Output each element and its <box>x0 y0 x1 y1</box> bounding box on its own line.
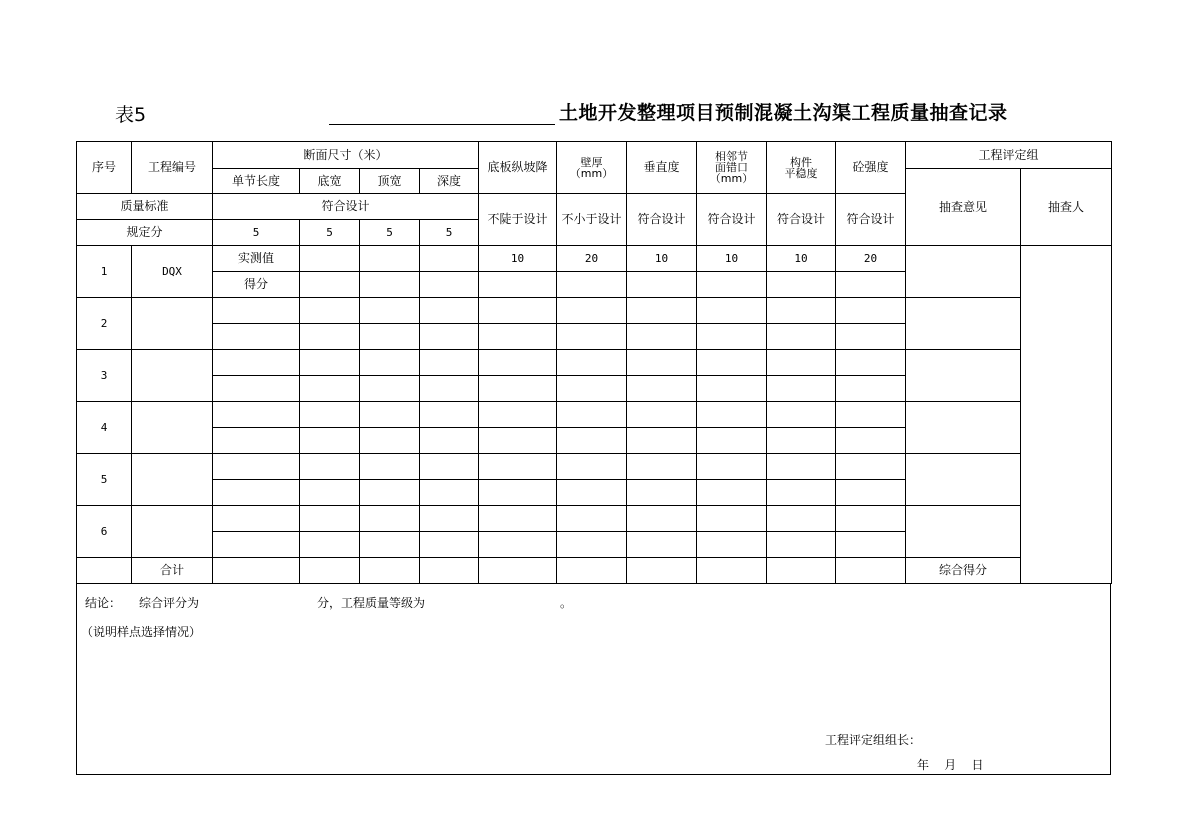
entry-measured-cell <box>419 297 479 324</box>
header-wall-thickness-text: 壁厚 （mm） <box>569 155 614 180</box>
header-seq-text: 序号 <box>91 160 116 174</box>
header-concrete-strength-text: 砼强度 <box>852 160 889 174</box>
entry-measured-cell <box>835 349 906 376</box>
table-number: 表5 <box>115 104 147 126</box>
entry-seq-text: 5 <box>100 473 108 486</box>
entry-measured-cell <box>626 505 697 532</box>
entry-score-cell <box>696 323 767 350</box>
entry-measured-cell <box>766 349 836 376</box>
sampling-note: （说明样点选择情况） <box>81 625 202 639</box>
entry-score-cell <box>766 323 836 350</box>
entry-score-cell <box>626 479 697 506</box>
entry-measured-cell-text: 10 <box>724 252 739 265</box>
header-wall-thickness <box>556 141 627 194</box>
title-blank-line <box>329 124 555 125</box>
entry-score-cell <box>478 427 557 454</box>
grade-text: 分，工程质量等级为 <box>317 596 426 610</box>
entry-score-label-text: 得分 <box>243 277 268 291</box>
entry-measured-label <box>212 401 300 428</box>
entry-score-label <box>212 271 300 298</box>
entry-measured-label <box>212 245 300 272</box>
entry-measured-cell <box>766 245 836 272</box>
entry-measured-cell <box>478 349 557 376</box>
entry-seq-text: 2 <box>100 317 108 330</box>
entry-score-cell <box>359 271 420 298</box>
entry-seq <box>76 245 132 298</box>
entry-score-cell <box>766 479 836 506</box>
entry-measured-cell <box>299 505 360 532</box>
entry-measured-cell <box>766 297 836 324</box>
entry-measured-label-text: 实测值 <box>237 251 274 265</box>
entry-project-code <box>131 505 213 558</box>
entry-score-cell <box>626 323 697 350</box>
total-cell <box>299 557 360 584</box>
entry-measured-cell <box>556 401 627 428</box>
entry-measured-cell <box>696 505 767 532</box>
entry-score-cell <box>299 531 360 558</box>
entry-score-cell <box>556 375 627 402</box>
entry-score-cell <box>626 427 697 454</box>
entry-measured-label <box>212 349 300 376</box>
entry-measured-cell <box>556 453 627 480</box>
entry-score-cell <box>419 323 479 350</box>
entry-score-cell <box>478 271 557 298</box>
header-project-code <box>131 141 213 194</box>
header-stability <box>766 141 836 194</box>
standard-verticality <box>626 193 697 246</box>
entry-score-cell <box>766 427 836 454</box>
entry-score-cell <box>299 479 360 506</box>
entry-measured-label <box>212 297 300 324</box>
entry-score-cell <box>696 427 767 454</box>
total-cell <box>359 557 420 584</box>
score-text: 综合评分为 <box>139 596 200 610</box>
entry-measured-cell <box>835 245 906 272</box>
standard-stability-text: 符合设计 <box>776 212 825 226</box>
entry-score-cell <box>556 479 627 506</box>
entry-measured-cell <box>419 245 479 272</box>
entry-project-code-text: DQX <box>162 265 182 278</box>
header-bottom-width-text: 底宽 <box>317 173 342 188</box>
entry-score-cell <box>419 479 479 506</box>
entry-score-cell <box>766 375 836 402</box>
entry-score-cell <box>766 531 836 558</box>
entry-opinion-cell <box>905 453 1021 506</box>
entry-measured-cell <box>835 401 906 428</box>
entry-seq-text: 6 <box>100 525 108 538</box>
total-cell <box>835 557 906 584</box>
total-cell <box>626 557 697 584</box>
entry-seq <box>76 297 132 350</box>
header-inspector <box>1020 168 1112 246</box>
entry-measured-cell <box>419 401 479 428</box>
entry-measured-label <box>212 453 300 480</box>
header-opinion-text: 抽查意见 <box>938 199 987 214</box>
entry-measured-cell <box>359 245 420 272</box>
total-cell <box>478 557 557 584</box>
entry-measured-cell <box>626 245 697 272</box>
entry-measured-cell <box>626 453 697 480</box>
header-verticality-text: 垂直度 <box>643 160 680 174</box>
entry-score-cell <box>299 375 360 402</box>
entry-score-cell <box>359 427 420 454</box>
entry-measured-cell <box>299 453 360 480</box>
entry-score-cell <box>696 479 767 506</box>
entry-seq <box>76 401 132 454</box>
entry-score-cell <box>299 427 360 454</box>
entry-seq <box>76 349 132 402</box>
header-opinion <box>905 168 1021 246</box>
entry-measured-cell <box>419 453 479 480</box>
entry-measured-cell <box>299 401 360 428</box>
header-joint-offset-text: 相邻节 面错口 （mm） <box>709 150 754 185</box>
entry-measured-cell <box>626 401 697 428</box>
standard-label-text: 质量标准 <box>120 199 169 213</box>
entry-measured-cell <box>556 349 627 376</box>
entry-score-cell <box>696 271 767 298</box>
entry-measured-cell <box>478 505 557 532</box>
entry-measured-cell <box>359 349 420 376</box>
points-top-width <box>359 219 420 246</box>
entry-measured-cell <box>766 453 836 480</box>
standard-bottom-slope-text: 不陡于设计 <box>487 212 548 226</box>
entry-score-label <box>212 427 300 454</box>
entry-project-code <box>131 349 213 402</box>
entry-measured-cell <box>478 297 557 324</box>
standard-concrete-strength <box>835 193 906 246</box>
entry-score-cell <box>626 375 697 402</box>
entry-measured-cell-text: 20 <box>584 252 599 265</box>
entry-measured-cell <box>299 349 360 376</box>
period-mark: 。 <box>560 596 573 610</box>
entry-measured-cell <box>696 349 767 376</box>
entry-measured-cell <box>556 245 627 272</box>
total-label-text: 合计 <box>159 563 184 577</box>
overall-score-label <box>905 557 1021 584</box>
conclusion-label: 结论： <box>85 596 122 610</box>
entry-score-cell <box>696 531 767 558</box>
header-project-code-text: 工程编号 <box>147 160 196 174</box>
entry-seq-text: 4 <box>100 421 108 434</box>
header-bottom-width <box>299 168 360 194</box>
points-top-width-text: 5 <box>386 226 393 239</box>
header-stability-text: 构件 平稳度 <box>784 155 818 180</box>
entry-score-cell <box>766 271 836 298</box>
entry-score-cell <box>299 271 360 298</box>
header-top-width-text: 顶宽 <box>377 173 402 188</box>
header-bottom-slope-text: 底板纵坡降 <box>487 160 548 174</box>
entry-score-cell <box>359 479 420 506</box>
entry-project-code <box>131 245 213 298</box>
entry-score-cell <box>835 531 906 558</box>
entry-measured-cell <box>766 401 836 428</box>
entry-score-cell <box>556 271 627 298</box>
entry-score-cell <box>419 427 479 454</box>
entry-score-cell <box>419 271 479 298</box>
header-concrete-strength <box>835 141 906 194</box>
entry-measured-cell-text: 10 <box>654 252 669 265</box>
standard-wall-thickness-text: 不小于设计 <box>561 212 622 226</box>
points-depth-text: 5 <box>445 226 453 239</box>
entry-measured-cell-text: 20 <box>863 252 878 265</box>
points-label-text: 规定分 <box>126 225 163 239</box>
entry-project-code <box>131 401 213 454</box>
entry-measured-cell <box>359 297 420 324</box>
entry-score-cell <box>359 323 420 350</box>
entry-opinion-cell <box>905 401 1021 454</box>
entry-score-label <box>212 531 300 558</box>
header-bottom-slope <box>478 141 557 194</box>
entry-measured-cell <box>556 505 627 532</box>
standard-concrete-strength-text: 符合设计 <box>846 212 895 226</box>
standard-joint-offset <box>696 193 767 246</box>
total-cell <box>556 557 627 584</box>
entry-score-cell <box>835 427 906 454</box>
entry-measured-cell <box>359 401 420 428</box>
entry-score-cell <box>556 323 627 350</box>
entry-project-code <box>131 453 213 506</box>
total-cell <box>766 557 836 584</box>
entry-opinion-cell <box>905 349 1021 402</box>
entry-project-code <box>131 297 213 350</box>
header-inspector-text: 抽查人 <box>1047 199 1084 214</box>
entry-measured-cell <box>696 453 767 480</box>
entry-measured-cell <box>299 245 360 272</box>
entry-seq <box>76 453 132 506</box>
header-joint-offset <box>696 141 767 194</box>
total-cell <box>696 557 767 584</box>
total-cell <box>212 557 300 584</box>
header-section-size <box>212 141 479 169</box>
entry-measured-cell <box>359 453 420 480</box>
entry-seq-text: 3 <box>100 369 108 382</box>
entry-score-label <box>212 323 300 350</box>
entry-score-cell <box>835 375 906 402</box>
entry-score-cell <box>299 323 360 350</box>
entry-score-cell <box>835 479 906 506</box>
entry-score-cell <box>478 375 557 402</box>
header-section-size-text: 断面尺寸（米） <box>303 147 388 162</box>
entry-measured-cell <box>696 297 767 324</box>
entry-measured-cell <box>419 505 479 532</box>
entry-measured-cell <box>359 505 420 532</box>
header-unit-length-text: 单节长度 <box>231 173 280 188</box>
header-top-width <box>359 168 420 194</box>
entry-score-cell <box>359 531 420 558</box>
standard-label <box>76 193 213 220</box>
header-eval-group <box>905 141 1112 169</box>
entry-measured-label <box>212 505 300 532</box>
page-title: 土地开发整理项目预制混凝土沟渠工程质量抽查记录 <box>559 102 1008 124</box>
overall-score-label-text: 综合得分 <box>938 563 987 577</box>
entry-measured-cell <box>626 297 697 324</box>
header-depth <box>419 168 479 194</box>
entry-score-label <box>212 479 300 506</box>
entry-score-cell <box>419 375 479 402</box>
header-depth-text: 深度 <box>436 173 461 188</box>
entry-score-cell <box>478 323 557 350</box>
entry-measured-cell-text: 10 <box>510 252 525 265</box>
header-seq <box>76 141 132 194</box>
standard-verticality-text: 符合设计 <box>637 212 686 226</box>
entry-measured-cell <box>478 245 557 272</box>
standard-wall-thickness <box>556 193 627 246</box>
points-bottom-width-text: 5 <box>326 226 333 239</box>
entry-measured-cell <box>419 349 479 376</box>
standard-bottom-slope <box>478 193 557 246</box>
inspector-cell <box>1020 245 1112 584</box>
entry-measured-cell <box>835 505 906 532</box>
entry-measured-cell <box>478 453 557 480</box>
points-unit-length <box>212 219 300 246</box>
entry-score-cell <box>478 531 557 558</box>
entry-opinion-cell <box>905 245 1021 298</box>
standard-joint-offset-text: 符合设计 <box>707 212 756 226</box>
entry-score-cell <box>478 479 557 506</box>
entry-measured-cell <box>556 297 627 324</box>
entry-score-cell <box>696 375 767 402</box>
header-unit-length <box>212 168 300 194</box>
entry-measured-cell <box>696 245 767 272</box>
entry-score-cell <box>626 531 697 558</box>
entry-opinion-cell <box>905 505 1021 558</box>
total-cell <box>419 557 479 584</box>
entry-score-cell <box>556 427 627 454</box>
entry-score-label <box>212 375 300 402</box>
total-label <box>131 557 213 584</box>
entry-measured-cell <box>766 505 836 532</box>
standard-section-text: 符合设计 <box>321 199 370 213</box>
entry-opinion-cell <box>905 297 1021 350</box>
entry-seq <box>76 505 132 558</box>
entry-score-cell <box>359 375 420 402</box>
inspection-table <box>76 141 1111 775</box>
entry-measured-cell <box>478 401 557 428</box>
entry-measured-cell <box>696 401 767 428</box>
points-depth <box>419 219 479 246</box>
header-eval-group-text: 工程评定组 <box>978 147 1039 162</box>
entry-score-cell <box>419 531 479 558</box>
standard-section <box>212 193 479 220</box>
standard-stability <box>766 193 836 246</box>
entry-measured-cell <box>835 453 906 480</box>
entry-measured-cell-text: 10 <box>794 252 808 265</box>
entry-seq-text: 1 <box>100 265 108 278</box>
entry-score-cell <box>835 271 906 298</box>
entry-measured-cell <box>626 349 697 376</box>
entry-measured-cell <box>299 297 360 324</box>
points-unit-length-text: 5 <box>252 226 260 239</box>
points-label <box>76 219 213 246</box>
total-empty-cell <box>76 557 132 584</box>
date-label: 年 月 日 <box>917 758 984 772</box>
header-verticality <box>626 141 697 194</box>
entry-measured-cell <box>835 297 906 324</box>
entry-score-cell <box>835 323 906 350</box>
points-bottom-width <box>299 219 360 246</box>
conclusion-section <box>76 583 1111 775</box>
group-leader-label: 工程评定组组长： <box>825 733 922 747</box>
entry-score-cell <box>626 271 697 298</box>
entry-score-cell <box>556 531 627 558</box>
